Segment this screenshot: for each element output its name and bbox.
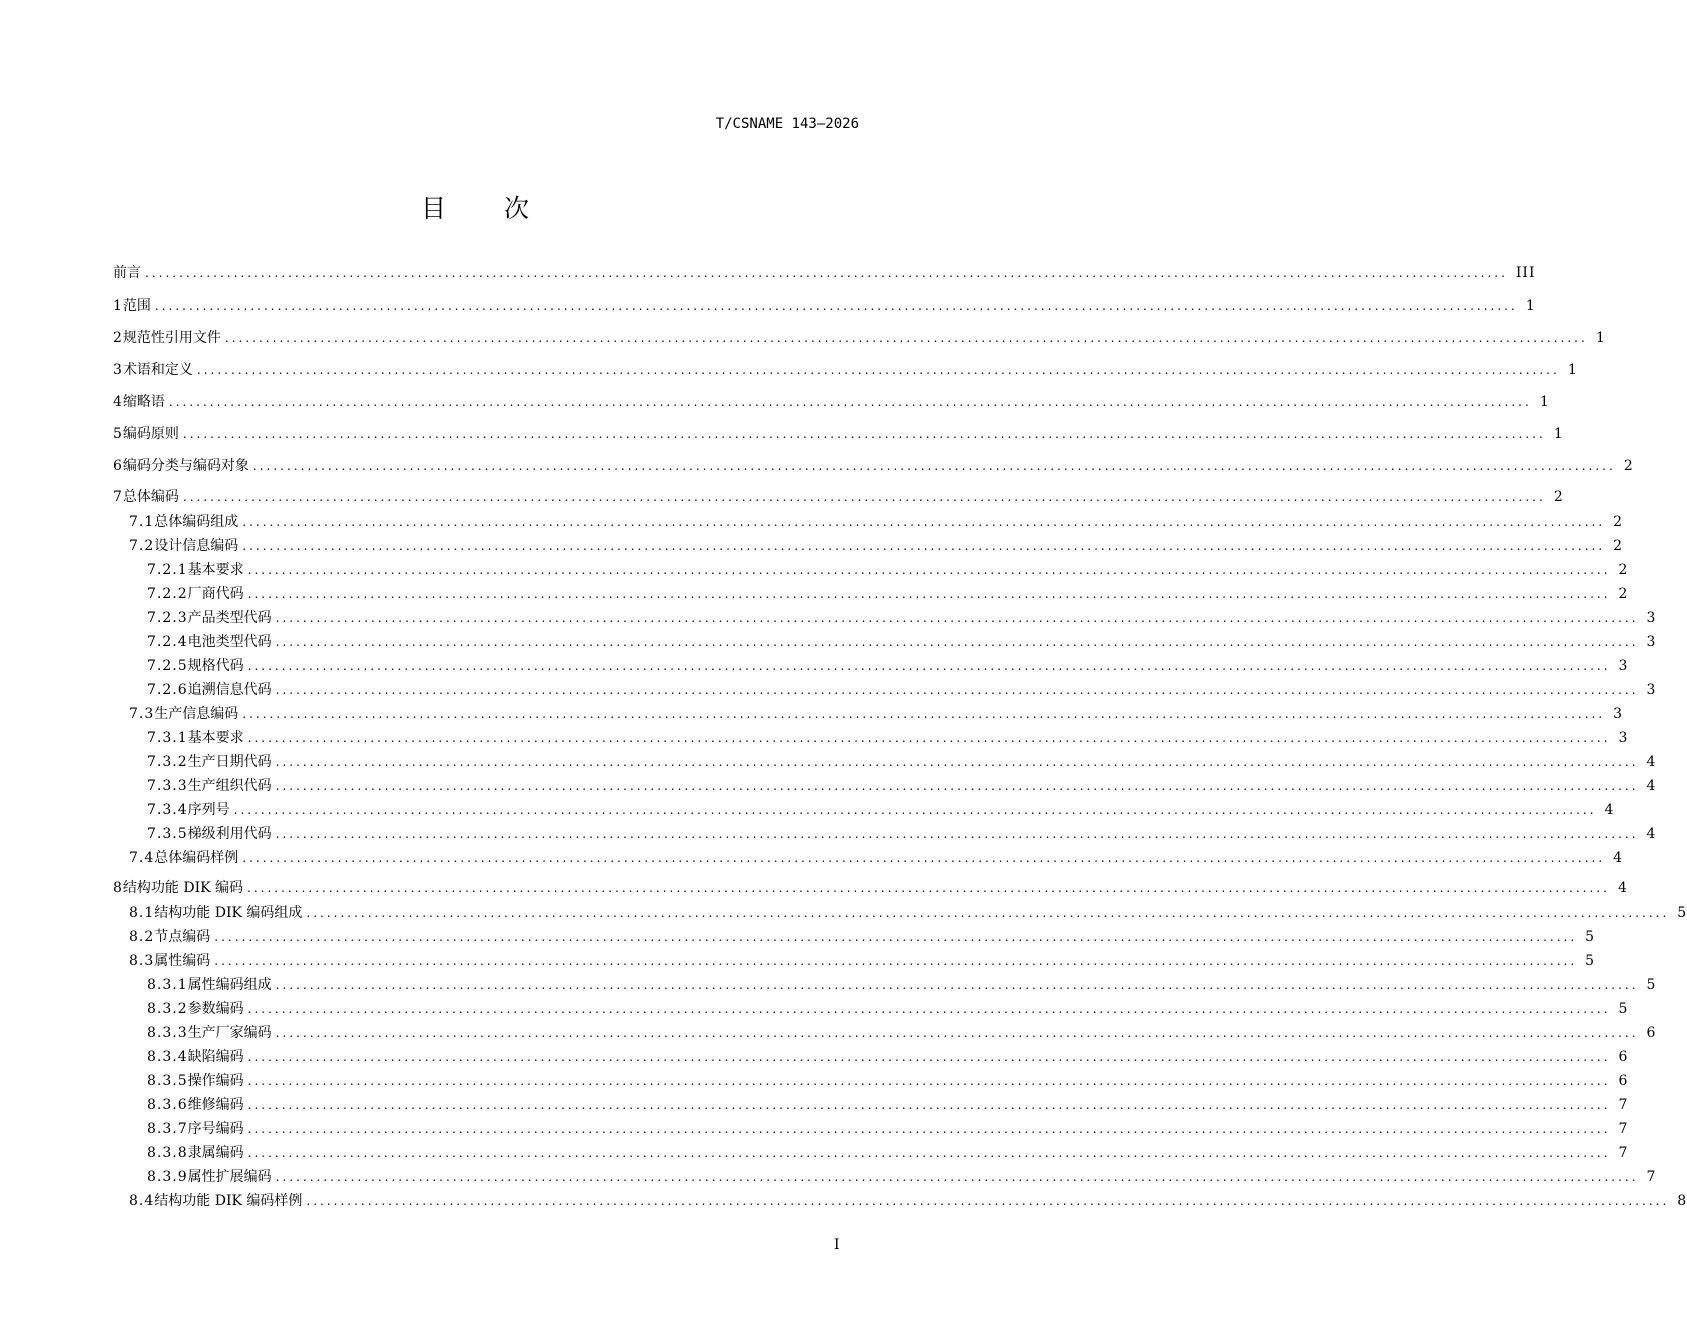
toc-leader-dots: ........................................................................................................................................................................................................ [247,1146,1611,1160]
toc-entry-number: 6 [113,458,123,474]
toc-entry-number: 8.3.1 [147,977,188,993]
toc-entry-title: 序列号 [187,802,230,818]
toc-entry[interactable] [113,751,1657,773]
toc-entry[interactable] [113,607,1657,629]
toc-entry[interactable] [113,1094,1629,1116]
toc-leader-dots: ........................................................................................................................................................................................................ [247,563,1611,577]
toc-entry-page: 3 [1618,658,1629,674]
toc-entry-number: 7.2.5 [147,658,188,674]
toc-leader-dots: ........................................................................................................................................................................................................ [242,851,1606,865]
toc-leader-dots: ........................................................................................................................................................................................................ [252,459,1616,473]
toc-entry-title: 电池类型代码 [187,634,272,650]
toc-entry-page: 2 [1618,586,1629,602]
toc-entry-number: 7.2 [129,538,155,554]
toc-leader-dots: ........................................................................................................................................................................................................ [242,515,1606,529]
toc-entry[interactable] [113,1166,1657,1188]
toc-entry[interactable] [113,926,1596,948]
toc-entry[interactable] [113,486,1564,508]
toc-leader-dots: ........................................................................................................................................................................................................ [224,331,1588,345]
toc-leader-dots: ........................................................................................................................................................................................................ [168,395,1532,409]
toc-leader-dots: ........................................................................................................................................................................................................ [242,707,1606,721]
toc-entry[interactable] [113,974,1657,996]
toc-entry[interactable] [113,679,1657,701]
toc-entry-title: 范围 [122,298,151,314]
toc-entry-page: 4 [1646,754,1657,770]
toc-leader-dots: ........................................................................................................................................................................................................ [306,906,1670,920]
toc-leader-dots: ........................................................................................................................................................................................................ [233,803,1597,817]
toc-entry-number: 8.3.2 [147,1001,188,1017]
toc-entry-number: 7.3.5 [147,826,188,842]
toc-entry-number: 7 [113,489,123,505]
toc-leader-dots: ........................................................................................................................................................................................................ [247,659,1611,673]
toc-entry-page: 1 [1525,298,1536,314]
toc-entry-page: 1 [1553,426,1564,442]
toc-entry-number: 7.2.1 [147,562,188,578]
toc-entry-page: 1 [1567,362,1578,378]
toc-entry-number: 8.4 [129,1193,155,1209]
toc-entry[interactable] [113,1142,1629,1164]
toc-entry-number: 8.3.6 [147,1097,188,1113]
toc-entry-title: 术语和定义 [122,362,193,378]
toc-entry-page: 4 [1604,802,1615,818]
toc-entry-page: 6 [1646,1025,1657,1041]
toc-leader-dots: ........................................................................................................................................................................................................ [145,266,1508,280]
toc-entry-title: 结构功能 DIK 编码组成 [154,905,303,921]
toc-entry-title: 缩略语 [122,394,165,410]
toc-entry-number: 8.3.4 [147,1049,188,1065]
toc-entry-title: 结构功能 DIK 编码 [122,880,244,896]
toc-entry-page: 8 [1677,1193,1687,1209]
toc-entry[interactable] [113,998,1629,1020]
toc-entry-number: 8.3.7 [147,1121,188,1137]
toc-entry-title: 属性编码组成 [187,977,272,993]
toc-entry-page: 5 [1618,1001,1629,1017]
toc-entry-title: 属性扩展编码 [187,1169,272,1185]
toc-entry-title: 梯级利用代码 [187,826,272,842]
toc-leader-dots: ........................................................................................................................................................................................................ [247,1098,1611,1112]
toc-entry-page: 3 [1646,634,1657,650]
toc-entry[interactable] [113,655,1629,677]
toc-entry-title: 总体编码组成 [154,514,239,530]
toc-entry[interactable] [113,423,1564,445]
toc-entry-title: 参数编码 [187,1001,244,1017]
toc-leader-dots: ........................................................................................................................................................................................................ [247,1002,1611,1016]
toc-entry[interactable] [113,1190,1687,1212]
toc-leader-dots: ........................................................................................................................................................................................................ [242,539,1606,553]
toc-entry-title: 维修编码 [187,1097,244,1113]
toc-entry[interactable] [113,359,1578,381]
toc-leader-dots: ........................................................................................................................................................................................................ [306,1194,1670,1208]
toc-entry-title: 编码原则 [122,426,179,442]
toc-entry-title: 生产信息编码 [154,706,239,722]
toc-entry[interactable] [113,327,1606,349]
toc-entry-title: 属性编码 [154,953,211,969]
toc-entry[interactable] [113,1070,1629,1092]
toc-entry-number: 7.3.4 [147,802,188,818]
page-number: I [834,1237,840,1253]
toc-entry-page: 2 [1553,489,1564,505]
toc-leader-dots: ........................................................................................................................................................................................................ [275,827,1639,841]
toc-entry-title: 设计信息编码 [154,538,239,554]
toc-entry-number: 3 [113,362,123,378]
toc-entry-page: 7 [1618,1121,1629,1137]
toc-entry-title: 生产日期代码 [187,754,272,770]
toc-entry-number: 7.2.6 [147,682,188,698]
toc-entry-page: 4 [1617,880,1628,896]
toc-entry-page: 3 [1646,610,1657,626]
toc-entry-title: 操作编码 [187,1073,244,1089]
toc-entry-title: 缺陷编码 [187,1049,244,1065]
toc-entry-page: 6 [1618,1073,1629,1089]
toc-entry-page: 7 [1646,1169,1657,1185]
toc-entry[interactable] [113,455,1634,477]
toc-entry-title: 生产组织代码 [187,778,272,794]
toc-entry-title: 序号编码 [187,1121,244,1137]
toc-leader-dots: ........................................................................................................................................................................................................ [275,779,1639,793]
toc-entry-number: 8.3.5 [147,1073,188,1089]
toc-entry-page: 7 [1618,1145,1629,1161]
toc-leader-dots: ........................................................................................................................................................................................................ [247,1122,1611,1136]
toc-entry[interactable] [113,583,1629,605]
toc-entry-number: 1 [113,298,123,314]
toc-entry[interactable] [113,631,1657,653]
toc-entry-title: 基本要求 [187,730,244,746]
toc-leader-dots: ........................................................................................................................................................................................................ [247,731,1611,745]
toc-leader-dots: ........................................................................................................................................................................................................ [275,635,1639,649]
toc-leader-dots: ........................................................................................................................................................................................................ [275,1026,1639,1040]
toc-entry[interactable] [113,295,1536,317]
toc-leader-dots: ........................................................................................................................................................................................................ [247,1074,1611,1088]
toc-entry-number: 4 [113,394,123,410]
toc-entry-number: 8.2 [129,929,155,945]
toc-entry-number: 7.3.3 [147,778,188,794]
toc-entry-number: 8.3.8 [147,1145,188,1161]
toc-leader-dots: ........................................................................................................................................................................................................ [196,363,1560,377]
toc-entry-page: 2 [1613,538,1624,554]
toc-entry-number: 7.2.4 [147,634,188,650]
toc-entry-page: 1 [1595,330,1606,346]
toc-entry-page: 5 [1677,905,1687,921]
toc-entry[interactable] [113,262,1536,284]
toc-entry-number: 8.3.3 [147,1025,188,1041]
toc-entry[interactable] [113,511,1624,533]
toc-entry-page: 3 [1618,730,1629,746]
toc-entry-number: 8.3.9 [147,1169,188,1185]
toc-entry-number: 5 [113,426,123,442]
toc-entry-page: 5 [1646,977,1657,993]
toc-entry-title: 总体编码 [122,489,179,505]
toc-entry-title: 厂商代码 [187,586,244,602]
toc-entry-title: 总体编码样例 [154,850,239,866]
toc-leader-dots: ........................................................................................................................................................................................................ [275,755,1639,769]
toc-entry-page: 5 [1585,953,1596,969]
toc-entry-page: 4 [1646,826,1657,842]
toc-entry-title: 编码分类与编码对象 [122,458,249,474]
toc-entry-page: III [1515,265,1536,281]
toc-leader-dots: ........................................................................................................................................................................................................ [275,611,1639,625]
toc-entry-number: 7.1 [129,514,155,530]
toc-leader-dots: ........................................................................................................................................................................................................ [182,490,1546,504]
toc-entry[interactable] [113,1022,1657,1044]
toc-entry-title: 追溯信息代码 [187,682,272,698]
toc-entry-page: 4 [1613,850,1624,866]
toc-entry-page: 7 [1618,1097,1629,1113]
toc-entry-page: 5 [1585,929,1596,945]
toc-entry-page: 4 [1646,778,1657,794]
page-title: 目次 [420,194,587,223]
toc-entry-page: 3 [1646,682,1657,698]
toc-entry[interactable] [113,703,1624,725]
toc-entry[interactable] [113,1046,1629,1068]
toc-entry-title: 前言 [113,265,141,281]
toc-entry-title: 结构功能 DIK 编码样例 [154,1193,303,1209]
toc-entry[interactable] [113,877,1628,899]
toc-entry-number: 8.1 [129,905,155,921]
toc-entry[interactable] [113,902,1687,924]
toc-leader-dots: ........................................................................................................................................................................................................ [275,1170,1639,1184]
toc-entry[interactable] [113,559,1629,581]
toc-entry-page: 2 [1618,562,1629,578]
toc-entry[interactable] [113,727,1629,749]
toc-entry-number: 7.2.3 [147,610,188,626]
toc-leader-dots: ........................................................................................................................................................................................................ [154,299,1518,313]
toc-entry-number: 7.4 [129,850,155,866]
document-code: T/CSNAME 143—2026 [715,116,859,132]
toc-entry[interactable] [113,391,1550,413]
toc-entry-number: 8 [113,880,123,896]
toc-entry-title: 隶属编码 [187,1145,244,1161]
toc-entry-title: 规格代码 [187,658,244,674]
toc-entry-page: 3 [1613,706,1624,722]
toc-leader-dots: ........................................................................................................................................................................................................ [275,978,1639,992]
toc-entry-number: 7.3.2 [147,754,188,770]
toc-entry-title: 生产厂家编码 [187,1025,272,1041]
toc-entry-title: 规范性引用文件 [122,330,221,346]
toc-entry-page: 6 [1618,1049,1629,1065]
toc-entry[interactable] [113,799,1615,821]
toc-entry[interactable] [113,847,1624,869]
toc-entry-title: 产品类型代码 [187,610,272,626]
toc-entry-title: 基本要求 [187,562,244,578]
toc-entry-number: 2 [113,330,123,346]
toc-leader-dots: ........................................................................................................................................................................................................ [214,954,1578,968]
toc-entry-number: 7.3.1 [147,730,188,746]
toc-leader-dots: ........................................................................................................................................................................................................ [182,427,1546,441]
toc-entry[interactable] [113,535,1624,557]
toc-entry-page: 2 [1623,458,1634,474]
toc-entry[interactable] [113,823,1657,845]
toc-entry-title: 节点编码 [154,929,211,945]
toc-leader-dots: ........................................................................................................................................................................................................ [247,881,1610,895]
toc-leader-dots: ........................................................................................................................................................................................................ [247,587,1611,601]
toc-entry-number: 7.3 [129,706,155,722]
toc-leader-dots: ........................................................................................................................................................................................................ [275,683,1639,697]
toc-entry-number: 7.2.2 [147,586,188,602]
toc-leader-dots: ........................................................................................................................................................................................................ [247,1050,1611,1064]
toc-entry-page: 1 [1539,394,1550,410]
toc-entry-page: 2 [1613,514,1624,530]
toc-entry[interactable] [113,950,1596,972]
toc-entry[interactable] [113,1118,1629,1140]
toc-leader-dots: ........................................................................................................................................................................................................ [214,930,1578,944]
toc-entry-number: 8.3 [129,953,155,969]
toc-entry[interactable] [113,775,1657,797]
